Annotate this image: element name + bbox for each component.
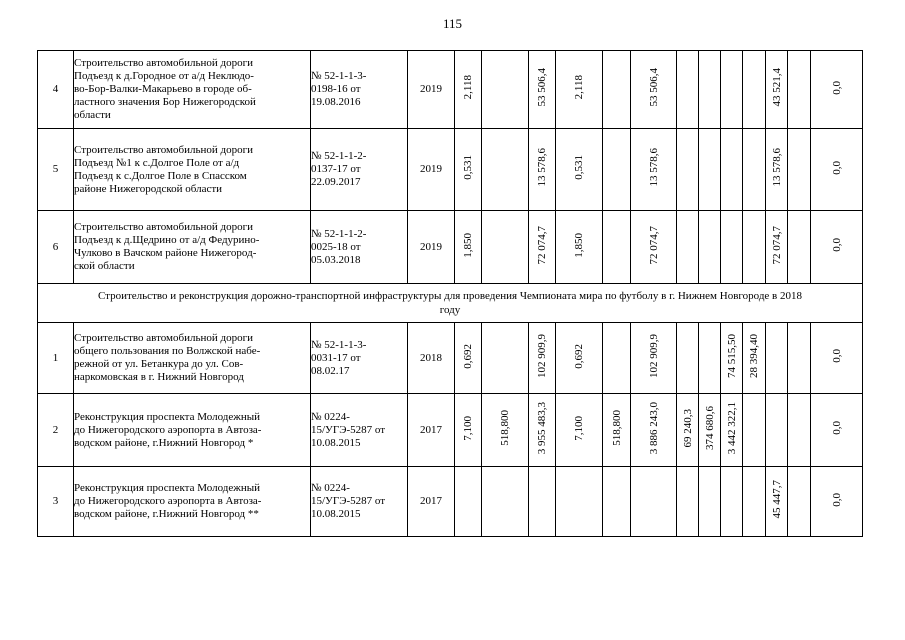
value-cell bbox=[743, 323, 766, 394]
value-cell bbox=[699, 394, 721, 467]
row-number: 1 bbox=[38, 323, 74, 394]
object-name-line: до Нижегородского аэропорта в Автоза- bbox=[74, 495, 262, 507]
value-cell bbox=[677, 467, 699, 537]
object-name-line: Строительство автомобильной дороги bbox=[74, 143, 253, 156]
object-name bbox=[74, 394, 311, 467]
object-name-line: режной от ул. Бетанкура до ул. Сов- bbox=[74, 358, 244, 370]
object-name-line: общего пользования по Волжской набе- bbox=[74, 345, 261, 357]
rows-group-top bbox=[38, 51, 863, 284]
value-cell bbox=[603, 394, 631, 467]
value-cell bbox=[699, 467, 721, 537]
object-name bbox=[74, 211, 311, 284]
value-text: 28 394,40 bbox=[748, 334, 760, 378]
table-row bbox=[38, 323, 863, 394]
expert-conclusion bbox=[311, 129, 408, 211]
value-text: 2,118 bbox=[573, 75, 585, 100]
expert-conclusion bbox=[311, 211, 408, 284]
value-text: 0,0 bbox=[830, 80, 843, 95]
value-cell bbox=[631, 129, 677, 211]
value-cell bbox=[788, 394, 811, 467]
value-cell bbox=[631, 51, 677, 129]
value-cell bbox=[766, 51, 788, 129]
value-text: 2,118 bbox=[462, 75, 474, 100]
value-text: 0,0 bbox=[830, 421, 843, 435]
expert-conclusion-line: № 52-1-1-3- bbox=[311, 338, 367, 351]
value-cell bbox=[529, 467, 556, 537]
expert-conclusion-line: 0025-18 от bbox=[311, 240, 361, 253]
value-cell bbox=[721, 394, 743, 467]
commission-year: 2019 bbox=[408, 129, 455, 211]
value-text: 13 578,6 bbox=[770, 148, 783, 187]
section-header bbox=[38, 284, 863, 323]
row-number: 2 bbox=[38, 394, 74, 467]
value-text: 0,0 bbox=[830, 238, 843, 252]
commission-year: 2017 bbox=[408, 394, 455, 467]
value-cell bbox=[455, 129, 482, 211]
value-text: 1,850 bbox=[573, 232, 585, 258]
value-cell bbox=[631, 394, 677, 467]
commission-year: 2017 bbox=[408, 467, 455, 537]
value-text: 7,100 bbox=[462, 415, 474, 441]
row-number: 4 bbox=[38, 51, 74, 129]
value-text: 3 442 322,1 bbox=[725, 401, 738, 455]
value-cell bbox=[631, 467, 677, 537]
expert-conclusion-line: 0137-17 от bbox=[311, 163, 361, 175]
object-name-line: ской области bbox=[74, 260, 135, 272]
object-name-line: Чулково в Вачском районе Нижегород- bbox=[74, 247, 257, 259]
object-name-line: области bbox=[74, 109, 111, 121]
value-text: 518,800 bbox=[610, 410, 623, 446]
expert-conclusion-line: 19.08.2016 bbox=[311, 96, 361, 108]
expert-conclusion-line: 05.03.2018 bbox=[311, 253, 361, 266]
value-cell bbox=[721, 211, 743, 284]
value-cell bbox=[556, 467, 603, 537]
value-cell bbox=[529, 129, 556, 211]
value-text: 102 909,9 bbox=[647, 334, 660, 378]
value-cell bbox=[482, 211, 529, 284]
value-cell bbox=[482, 323, 529, 394]
value-cell bbox=[677, 129, 699, 211]
expert-conclusion-line: 08.02.17 bbox=[311, 364, 350, 377]
expert-conclusion-line: 10.08.2015 bbox=[311, 508, 361, 520]
value-cell bbox=[743, 51, 766, 129]
value-cell bbox=[482, 467, 529, 537]
object-name bbox=[74, 51, 311, 129]
value-text: 374 680,6 bbox=[703, 406, 716, 450]
value-cell bbox=[743, 394, 766, 467]
value-cell bbox=[603, 323, 631, 394]
expert-conclusion-line: № 52-1-1-2- bbox=[311, 227, 367, 240]
expert-conclusion-line: № 0224- bbox=[311, 410, 350, 423]
value-cell bbox=[677, 323, 699, 394]
value-cell bbox=[455, 467, 482, 537]
value-cell bbox=[556, 211, 603, 284]
value-text: 7,100 bbox=[573, 415, 585, 441]
value-cell bbox=[699, 51, 721, 129]
expert-conclusion bbox=[311, 467, 408, 537]
row-number: 6 bbox=[38, 211, 74, 284]
value-cell bbox=[603, 467, 631, 537]
value-text: 0,0 bbox=[830, 349, 843, 363]
object-name-line: наркомовская в г. Нижний Новгород bbox=[74, 371, 244, 383]
value-cell bbox=[743, 467, 766, 537]
expert-conclusion-line: № 0224- bbox=[311, 482, 350, 494]
value-cell-total bbox=[811, 51, 863, 129]
object-name bbox=[74, 467, 311, 537]
object-name-line: Строительство автомобильной дороги bbox=[74, 221, 253, 233]
value-text: 13 578,6 bbox=[647, 148, 660, 187]
value-text: 1,850 bbox=[462, 232, 474, 258]
value-cell bbox=[721, 129, 743, 211]
expert-conclusion-line: № 52-1-1-3- bbox=[311, 70, 367, 82]
value-cell bbox=[788, 129, 811, 211]
object-name-line: Реконструкция проспекта Молодежный bbox=[74, 410, 260, 423]
value-text: 72 074,7 bbox=[536, 225, 548, 265]
value-text: 45 447,7 bbox=[770, 480, 783, 519]
object-name bbox=[74, 129, 311, 211]
rows-group-bottom bbox=[38, 323, 863, 537]
table-row bbox=[38, 129, 863, 211]
value-cell bbox=[743, 211, 766, 284]
commission-year: 2019 bbox=[408, 211, 455, 284]
section-header-line: Строительство и реконструкция дорожно-транспортной инфраструктуры для проведения Чемпионата мира по футболу в г. Нижнем Новгороде в 2018 bbox=[97, 290, 803, 302]
value-cell bbox=[721, 467, 743, 537]
value-text: 53 506,4 bbox=[647, 68, 660, 107]
value-cell bbox=[721, 51, 743, 129]
value-text: 0,531 bbox=[462, 155, 474, 180]
commission-year: 2019 bbox=[408, 51, 455, 129]
object-name-line: водском районе, г.Нижний Новгород * bbox=[74, 436, 254, 449]
section-header-line: году bbox=[439, 304, 461, 316]
object-name-line: Реконструкция проспекта Молодежный bbox=[74, 482, 260, 494]
expert-conclusion bbox=[311, 323, 408, 394]
value-text: 0,692 bbox=[462, 343, 474, 369]
value-text: 3 886 243,0 bbox=[647, 401, 660, 455]
expert-conclusion-line: 22.09.2017 bbox=[311, 176, 361, 188]
value-cell bbox=[766, 211, 788, 284]
value-cell bbox=[699, 211, 721, 284]
value-cell bbox=[699, 323, 721, 394]
expert-conclusion-line: 15/УГЭ-5287 от bbox=[311, 495, 386, 507]
value-text: 0,0 bbox=[830, 160, 843, 175]
value-text: 0,0 bbox=[830, 492, 843, 507]
value-cell bbox=[603, 51, 631, 129]
value-text: 53 506,4 bbox=[536, 68, 548, 107]
value-cell bbox=[556, 129, 603, 211]
value-text: 3 955 483,3 bbox=[536, 401, 548, 455]
value-text: 0,531 bbox=[573, 155, 585, 180]
expert-conclusion-line: 15/УГЭ-5287 от bbox=[311, 423, 386, 436]
value-cell-total bbox=[811, 394, 863, 467]
value-cell bbox=[529, 211, 556, 284]
object-name-line: Строительство автомобильной дороги bbox=[74, 332, 253, 344]
value-cell bbox=[603, 211, 631, 284]
value-cell bbox=[556, 51, 603, 129]
commission-year: 2018 bbox=[408, 323, 455, 394]
value-text: 69 240,3 bbox=[681, 408, 694, 448]
value-cell bbox=[743, 129, 766, 211]
table-row bbox=[38, 467, 863, 537]
value-cell bbox=[766, 467, 788, 537]
value-text: 102 909,9 bbox=[536, 334, 548, 378]
value-cell bbox=[603, 129, 631, 211]
value-cell bbox=[788, 467, 811, 537]
value-cell bbox=[455, 323, 482, 394]
value-text: 74 515,50 bbox=[725, 334, 738, 378]
value-text: 518,800 bbox=[499, 410, 511, 446]
value-cell bbox=[631, 323, 677, 394]
value-cell bbox=[766, 129, 788, 211]
value-cell bbox=[482, 129, 529, 211]
expert-conclusion-line: № 52-1-1-2- bbox=[311, 150, 367, 162]
value-cell bbox=[677, 211, 699, 284]
table-row bbox=[38, 211, 863, 284]
expert-conclusion-line: 0198-16 от bbox=[311, 83, 361, 95]
value-cell-total bbox=[811, 211, 863, 284]
value-cell bbox=[788, 51, 811, 129]
value-cell-total bbox=[811, 129, 863, 211]
expert-conclusion-line: 0031-17 от bbox=[311, 351, 361, 364]
value-text: 13 578,6 bbox=[536, 148, 548, 187]
row-number: 5 bbox=[38, 129, 74, 211]
value-cell bbox=[455, 394, 482, 467]
object-name-line: ластного значения Бор Нижегородской bbox=[74, 96, 256, 108]
value-cell bbox=[766, 323, 788, 394]
value-cell bbox=[631, 211, 677, 284]
value-text: 0,692 bbox=[573, 343, 585, 369]
value-cell bbox=[455, 51, 482, 129]
value-text: 43 521,4 bbox=[770, 68, 783, 107]
value-cell bbox=[788, 211, 811, 284]
page-number: 115 bbox=[442, 16, 463, 31]
value-cell-total bbox=[811, 467, 863, 537]
value-cell bbox=[529, 394, 556, 467]
object-name-line: Подъезд к с.Долгое Поле в Спасском bbox=[74, 169, 247, 182]
object-name-line: во-Бор-Валки-Макарьево в городе об- bbox=[74, 83, 252, 95]
table-row bbox=[38, 51, 863, 129]
section-header-group bbox=[38, 284, 863, 323]
expert-conclusion bbox=[311, 51, 408, 129]
investment-table bbox=[37, 50, 863, 537]
object-name-line: Подъезд №1 к с.Долгое Поле от а/д bbox=[74, 156, 240, 169]
object-name-line: водском районе, г.Нижний Новгород ** bbox=[74, 508, 259, 520]
value-cell bbox=[482, 51, 529, 129]
value-cell bbox=[677, 51, 699, 129]
value-cell bbox=[788, 323, 811, 394]
section-header-row bbox=[38, 284, 863, 323]
object-name-line: Строительство автомобильной дороги bbox=[74, 57, 253, 69]
table-row bbox=[38, 394, 863, 467]
object-name-line: районе Нижегородской области bbox=[74, 182, 223, 195]
value-cell bbox=[766, 394, 788, 467]
value-cell bbox=[529, 323, 556, 394]
object-name-line: до Нижегородского аэропорта в Автоза- bbox=[74, 423, 262, 436]
value-cell bbox=[455, 211, 482, 284]
value-cell bbox=[556, 323, 603, 394]
value-cell bbox=[556, 394, 603, 467]
object-name-line: Подъезд к д.Городное от а/д Неклюдо- bbox=[74, 70, 254, 82]
value-text: 72 074,7 bbox=[647, 225, 660, 265]
object-name-line: Подъезд к д.Щедрино от а/д Федурино- bbox=[74, 234, 260, 246]
expert-conclusion bbox=[311, 394, 408, 467]
value-cell bbox=[482, 394, 529, 467]
row-number: 3 bbox=[38, 467, 74, 537]
object-name bbox=[74, 323, 311, 394]
value-cell-total bbox=[811, 323, 863, 394]
value-text: 72 074,7 bbox=[770, 225, 783, 265]
value-cell bbox=[721, 323, 743, 394]
value-cell bbox=[677, 394, 699, 467]
expert-conclusion-line: 10.08.2015 bbox=[311, 436, 361, 449]
value-cell bbox=[699, 129, 721, 211]
value-cell bbox=[529, 51, 556, 129]
